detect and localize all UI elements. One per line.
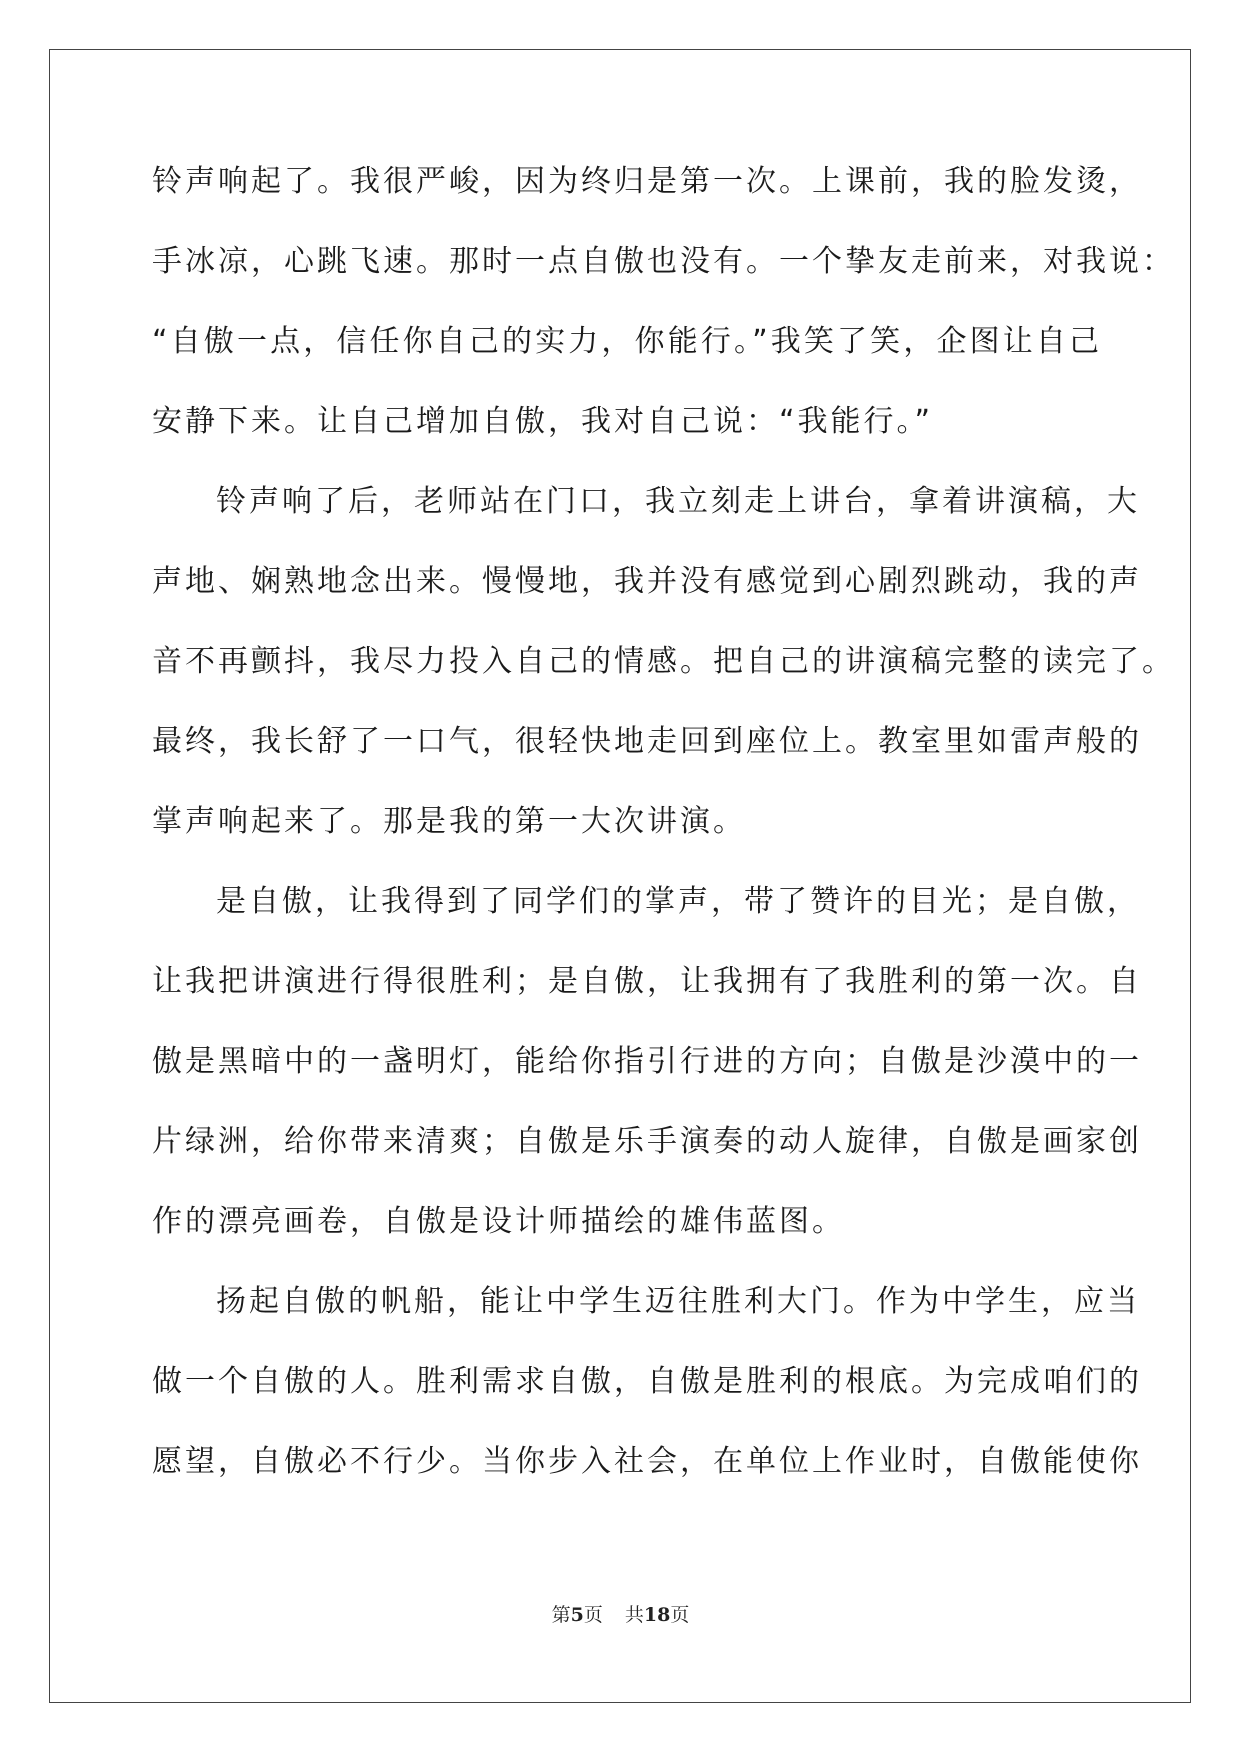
text-line: “自傲一点，信任你自己的实力，你能行。”我笑了笑，企图让自己	[152, 324, 1102, 359]
total-prefix: 共	[624, 1604, 644, 1626]
text-line: 愿望，自傲必不行少。当你步入社会，在单位上作业时，自傲能使你	[152, 1444, 1142, 1479]
text-line: 音不再颤抖，我尽力投入自己的情感。把自己的讲演稿完整的读完了。	[152, 644, 1175, 679]
text-line: 片绿洲，给你带来清爽；自傲是乐手演奏的动人旋律，自傲是画家创	[152, 1124, 1142, 1159]
page-number: 5	[570, 1604, 584, 1626]
paragraph-start-line: 铃声响了后，老师站在门口，我立刻走上讲台，拿着讲演稿，大	[216, 484, 1140, 519]
page-suffix: 页	[583, 1604, 603, 1626]
paragraph-start-line: 是自傲，让我得到了同学们的掌声，带了赞许的目光；是自傲，	[216, 884, 1140, 919]
text-line: 铃声响起了。我很严峻，因为终归是第一次。上课前，我的脸发烫，	[152, 164, 1142, 199]
text-line: 手冰凉，心跳飞速。那时一点自傲也没有。一个挚友走前来，对我说：	[152, 244, 1175, 279]
text-line: 作的漂亮画卷，自傲是设计师描绘的雄伟蓝图。	[152, 1204, 845, 1239]
text-line: 最终，我长舒了一口气，很轻快地走回到座位上。教室里如雷声般的	[152, 724, 1142, 759]
text-line: 让我把讲演进行得很胜利；是自傲，让我拥有了我胜利的第一次。自	[152, 964, 1142, 999]
paragraph-start-line: 扬起自傲的帆船，能让中学生迈往胜利大门。作为中学生，应当	[216, 1284, 1140, 1319]
text-line: 安静下来。让自己增加自傲，我对自己说：“我能行。”	[152, 404, 934, 439]
text-line: 做一个自傲的人。胜利需求自傲，自傲是胜利的根底。为完成咱们的	[152, 1364, 1142, 1399]
page-prefix: 第	[551, 1604, 571, 1626]
text-line: 傲是黑暗中的一盏明灯，能给你指引行进的方向；自傲是沙漠中的一	[152, 1044, 1142, 1079]
total-pages: 18	[643, 1604, 671, 1626]
total-suffix: 页	[670, 1604, 690, 1626]
document-body	[152, 158, 1175, 1518]
text-line: 掌声响起来了。那是我的第一大次讲演。	[152, 804, 746, 839]
text-line: 声地、娴熟地念出来。慢慢地，我并没有感觉到心剧烈跳动，我的声	[152, 564, 1142, 599]
page-footer	[0, 1600, 1241, 1627]
